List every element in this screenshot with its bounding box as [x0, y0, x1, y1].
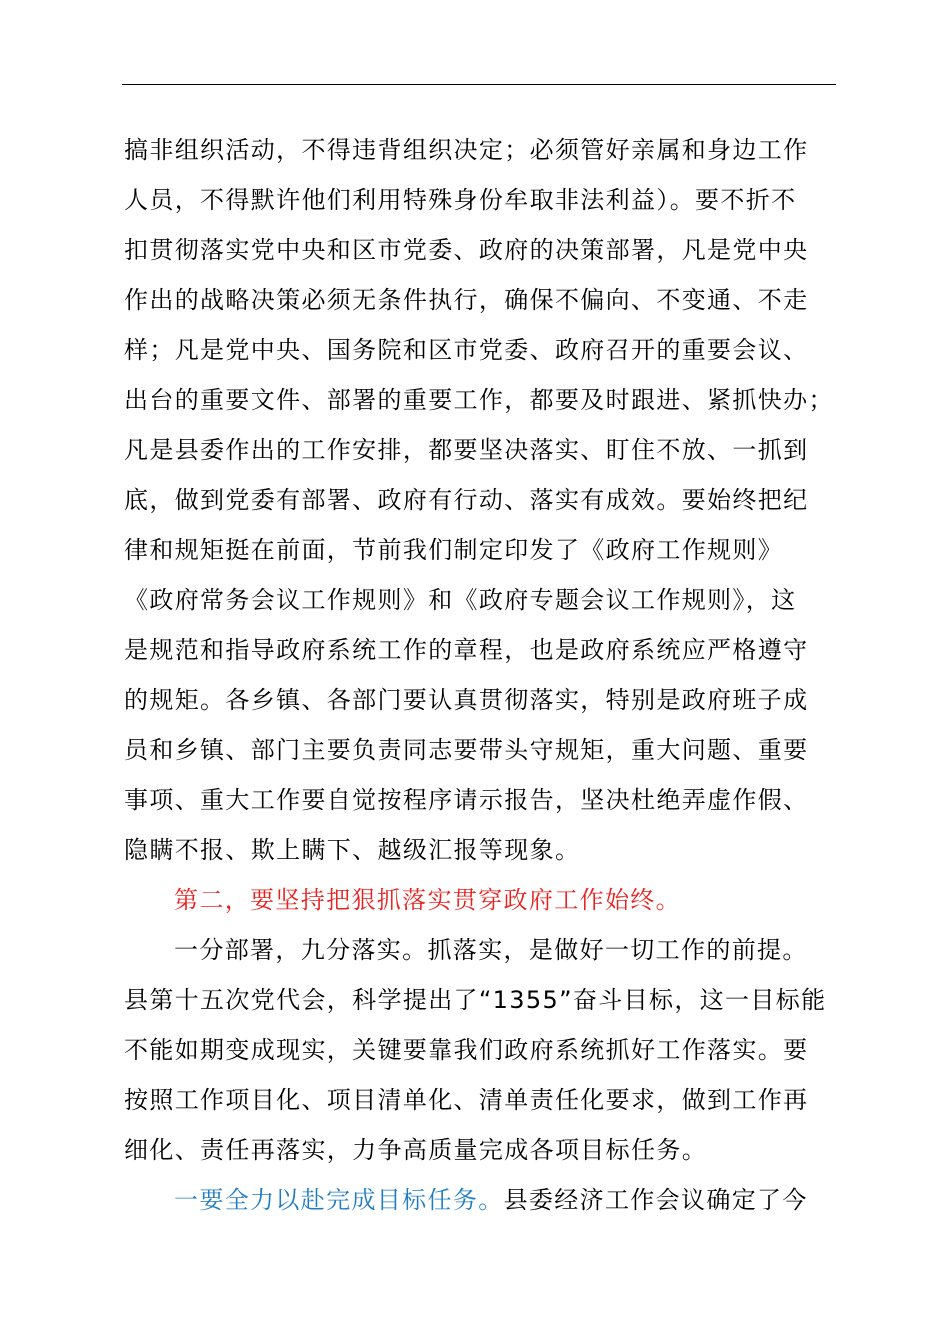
body-line-15: 隐瞒不报、欺上瞒下、越级汇报等现象。	[124, 836, 581, 864]
section-heading: 第二，要坚持把狠抓落实贯穿政府工作始终。	[174, 886, 681, 914]
body-line-3: 扣贯彻落实党中央和区市党委、政府的决策部署，凡是党中央	[124, 236, 809, 264]
body-line-5: 样；凡是党中央、国务院和区市党委、政府召开的重要会议、	[124, 336, 809, 364]
body-line-11: 是规范和指导政府系统工作的章程，也是政府系统应严格遵守	[124, 636, 809, 664]
section-line-1: 一分部署，九分落实。抓落实，是做好一切工作的前提。	[174, 936, 808, 964]
body-line-14: 事项、重大工作要自觉按程序请示报告，坚决杜绝弄虚作假、	[124, 786, 809, 814]
body-line-7: 凡是县委作出的工作安排，都要坚决落实、盯住不放、一抓到	[124, 436, 809, 464]
subheading: 一要全力以赴完成目标任务。	[174, 1186, 504, 1214]
body-line-13: 员和乡镇、部门主要负责同志要带头守规矩，重大问题、重要	[124, 736, 809, 764]
subheading-tail: 县委经济工作会议确定了今	[503, 1186, 808, 1214]
body-line-9: 律和规矩挺在前面，节前我们制定印发了《政府工作规则》	[124, 536, 784, 564]
section-line-3: 不能如期变成现实，关键要靠我们政府系统抓好工作落实。要	[124, 1036, 809, 1064]
body-line-6: 出台的重要文件、部署的重要工作，都要及时跟进、紧抓快办；	[124, 386, 834, 414]
subsection-line	[124, 1175, 864, 1225]
document-body	[124, 125, 864, 1225]
section-line-4: 按照工作项目化、项目清单化、清单责任化要求，做到工作再	[124, 1086, 809, 1114]
body-line-8: 底，做到党委有部署、政府有行动、落实有成效。要始终把纪	[124, 486, 809, 514]
body-line-10: 《政府常务会议工作规则》和《政府专题会议工作规则》，这	[124, 586, 797, 614]
body-line-4: 作出的战略决策必须无条件执行，确保不偏向、不变通、不走	[124, 286, 809, 314]
body-line-2: 人员，不得默许他们利用特殊身份牟取非法利益）。要不折不	[124, 186, 797, 214]
section-line-2: 县第十五次党代会，科学提出了“1355”奋斗目标，这一目标能	[124, 986, 827, 1014]
section-line-5: 细化、责任再落实，力争高质量完成各项目标任务。	[124, 1136, 708, 1164]
body-line-1: 搞非组织活动，不得违背组织决定；必须管好亲属和身边工作	[124, 136, 809, 164]
header-rule	[122, 84, 836, 85]
body-line-12: 的规矩。各乡镇、各部门要认真贯彻落实，特别是政府班子成	[124, 686, 809, 714]
